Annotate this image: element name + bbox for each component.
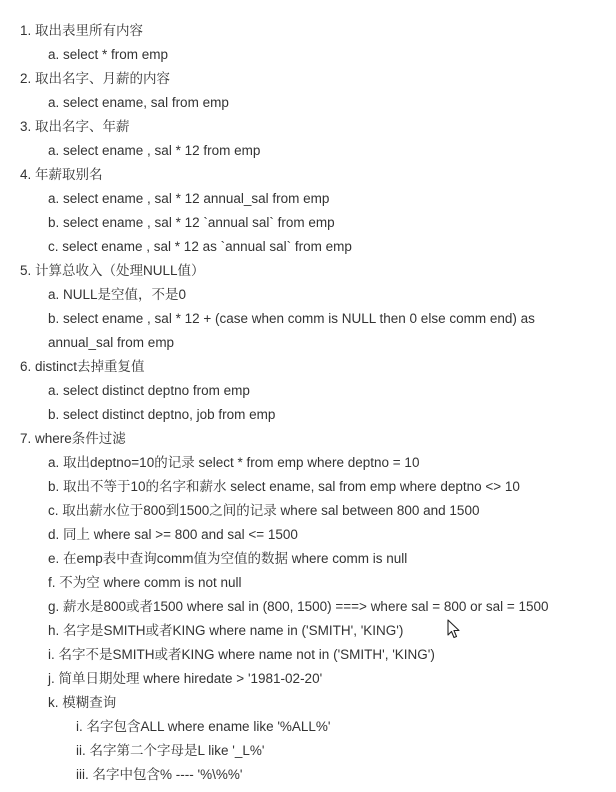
item-3-sub-a: a. select ename , sal * 12 from emp xyxy=(48,143,261,158)
item-4-sub-b: b. select ename , sal * 12 `annual sal` from emp xyxy=(48,215,335,230)
item-7-sub-d: d. 同上 where sal >= 800 and sal <= 1500 xyxy=(48,527,298,542)
item-1-heading: 1. 取出表里所有内容 xyxy=(20,23,144,38)
item-7-sub-h: h. 名字是SMITH或者KING where name in ('SMITH', 'KING') xyxy=(48,623,404,638)
item-6-sub-a: a. select distinct deptno from emp xyxy=(48,383,250,398)
item-5-sub-a: a. NULL是空值，不是0 xyxy=(48,287,187,302)
item-7-heading: 7. where条件过滤 xyxy=(20,431,126,446)
item-7-k-sub-iii: iii. 名字中包含% ---- '%\%%' xyxy=(76,767,243,782)
mouse-pointer-icon xyxy=(447,619,461,639)
item-5-heading: 5. 计算总收入（处理NULL值） xyxy=(20,263,205,278)
item-1-sub-a: a. select * from emp xyxy=(48,47,169,62)
item-7-sub-i: i. 名字不是SMITH或者KING where name not in ('SMITH', 'KING') xyxy=(48,647,435,662)
item-7-sub-e: e. 在emp表中查询comm值为空值的数据 where comm is null xyxy=(48,551,408,566)
item-6-sub-b: b. select distinct deptno, job from emp xyxy=(48,407,276,422)
item-4-sub-c: c. select ename , sal * 12 as `annual sal` from emp xyxy=(48,239,352,254)
item-2-sub-a: a. select ename, sal from emp xyxy=(48,95,229,110)
item-7-sub-g: g. 薪水是800或者1500 where sal in (800, 1500) ===> where sal = 800 or sal = 1500 xyxy=(48,599,549,614)
item-7-sub-c: c. 取出薪水位于800到1500之间的记录 where sal between 800 and 1500 xyxy=(48,503,480,518)
item-7-sub-f: f. 不为空 where comm is not null xyxy=(48,575,242,590)
item-5-sub-b-continuation: annual_sal from emp xyxy=(48,335,175,350)
item-4-heading: 4. 年薪取别名 xyxy=(20,167,103,182)
item-4-sub-a: a. select ename , sal * 12 annual_sal from emp xyxy=(48,191,330,206)
item-5-sub-b: b. select ename , sal * 12 + (case when comm is NULL then 0 else comm end) as xyxy=(48,311,535,326)
item-7-k-sub-i: i. 名字包含ALL where ename like '%ALL%' xyxy=(76,719,331,734)
item-7-sub-k: k. 模糊查询 xyxy=(48,695,117,710)
item-7-sub-b: b. 取出不等于10的名字和薪水 select ename, sal from emp where deptno <> 10 xyxy=(48,479,520,494)
item-7-k-sub-ii: ii. 名字第二个字母是L like '_L%' xyxy=(76,743,265,758)
item-7-sub-j: j. 简单日期处理 where hiredate > '1981-02-20' xyxy=(48,671,323,686)
item-3-heading: 3. 取出名字、年薪 xyxy=(20,119,130,134)
item-6-heading: 6. distinct去掉重复值 xyxy=(20,359,145,374)
item-7-sub-a: a. 取出deptno=10的记录 select * from emp where deptno = 10 xyxy=(48,455,420,470)
item-2-heading: 2. 取出名字、月薪的内容 xyxy=(20,71,171,86)
